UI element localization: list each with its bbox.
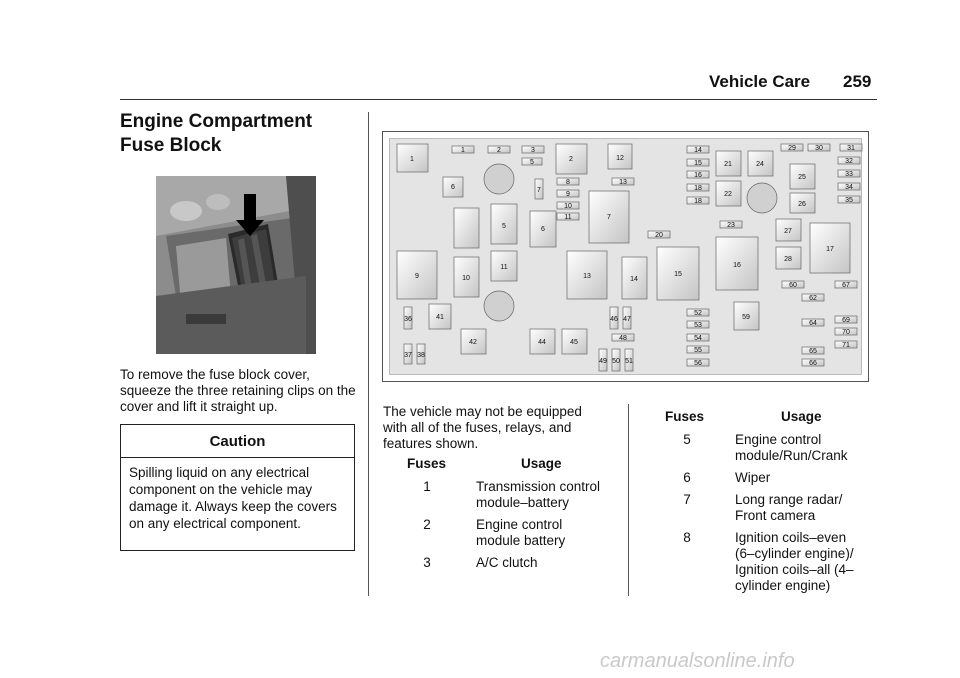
equipment-note: The vehicle may not be equipped with all of the fuses, relays, and features shown. <box>383 404 582 451</box>
table2-header-fuses: Fuses <box>665 409 705 424</box>
fuse-label: 13 <box>619 179 627 186</box>
fuse-label: 56 <box>694 360 702 367</box>
removal-instructions: To remove the fuse block cover, squeeze the three retaining clips on the cover and lift it straight up. <box>120 367 356 414</box>
fuse-block-panel <box>389 138 862 375</box>
fuse-label: 50 <box>612 358 620 365</box>
fuse-label: 17 <box>826 246 834 253</box>
fuse-number: 2 <box>423 517 431 532</box>
table1-header-fuses: Fuses <box>407 456 447 471</box>
watermark-text: carmanualsonline.info <box>600 650 795 672</box>
fuse-label: 7 <box>537 187 541 194</box>
engine-compartment-photo <box>156 176 316 354</box>
page-number: 259 <box>843 72 872 91</box>
fuse-label: 35 <box>845 197 853 204</box>
fuse-label: 64 <box>809 320 817 327</box>
fuse-label: 15 <box>694 160 702 167</box>
fuse-label: 23 <box>727 222 735 229</box>
fuse-label: 46 <box>610 316 618 323</box>
fuse-usage: A/C clutch <box>476 555 538 570</box>
fuse-label: 9 <box>415 273 419 280</box>
column-divider-left <box>368 112 369 596</box>
fuse-label: 54 <box>694 335 702 342</box>
fuse-usage: Wiper <box>735 470 771 485</box>
fuse-label: 30 <box>815 145 823 152</box>
fuse-block-diagram <box>382 131 869 382</box>
fuse-label: 13 <box>583 273 591 280</box>
fuse-label: 42 <box>469 339 477 346</box>
fuse-label: 45 <box>570 339 578 346</box>
caution-text: Spilling liquid on any electrical component on the vehicle may damage it. Always keep the covers on any electrical component. <box>129 465 337 531</box>
table1-header-usage: Usage <box>521 456 562 471</box>
fuse-label: 36 <box>404 316 412 323</box>
fuse-label: 24 <box>756 161 764 168</box>
fuse-number: 6 <box>683 470 691 485</box>
fuse-label: 67 <box>842 282 850 289</box>
fuse-label: 18 <box>694 198 702 205</box>
fuse-label: 5 <box>502 223 506 230</box>
fuse-label: 32 <box>845 158 853 165</box>
fuse-label: 38 <box>417 352 425 359</box>
fuse-usage: Engine control module/Run/Crank <box>735 432 848 463</box>
fuse-label: 60 <box>789 282 797 289</box>
fuse-label: 51 <box>625 358 633 365</box>
fuse-label: 18 <box>694 185 702 192</box>
fuse-usage: Engine control module battery <box>476 517 566 548</box>
fuse-label: 6 <box>541 226 545 233</box>
fuse-label: 55 <box>694 347 702 354</box>
fuse-label: 33 <box>845 171 853 178</box>
fuse-label: 8 <box>566 179 570 186</box>
fuse-label: 15 <box>674 271 682 278</box>
fuse-label: 20 <box>655 232 663 239</box>
fuse-label: 11 <box>500 264 508 271</box>
fuse-label: 47 <box>623 316 631 323</box>
fuse-label: 28 <box>784 256 792 263</box>
fuse-label: 31 <box>847 145 855 152</box>
fuse-label: 1 <box>410 156 414 163</box>
fuse-label: 3 <box>531 147 535 154</box>
fuse-label: 21 <box>724 161 732 168</box>
fuse-usage: Transmission control module–battery <box>476 479 601 510</box>
fuse-label: 69 <box>842 317 850 324</box>
fuse-label: 2 <box>497 147 501 154</box>
fuse-block-svg <box>390 139 863 376</box>
caution-heading: Caution <box>121 425 354 458</box>
fuse-label: 2 <box>569 156 573 163</box>
fuse-label: 53 <box>694 322 702 329</box>
fuse-label: 16 <box>733 262 741 269</box>
caution-box <box>120 424 355 551</box>
fuse-label: 25 <box>798 174 806 181</box>
fuse-label: 16 <box>694 172 702 179</box>
fuse-label: 9 <box>566 191 570 198</box>
fuse-label: 6 <box>451 184 455 191</box>
fuse-label: 14 <box>630 276 638 283</box>
fuse-label: 62 <box>809 295 817 302</box>
fuse-label: 10 <box>564 203 572 210</box>
fuse-label: 12 <box>616 155 624 162</box>
fuse-label: 65 <box>809 348 817 355</box>
fuse-label: 41 <box>436 314 444 321</box>
section-heading: Engine Compartment Fuse Block <box>120 111 313 156</box>
fuse-label: 48 <box>619 335 627 342</box>
fuse-label: 37 <box>404 352 412 359</box>
fuse-label: 14 <box>694 147 702 154</box>
fuse-number: 8 <box>683 530 691 545</box>
header-rule <box>120 99 877 100</box>
fuse-label: 1 <box>461 147 465 154</box>
fuse-label: 27 <box>784 228 792 235</box>
fuse-label: 29 <box>788 145 796 152</box>
fuse-label: 11 <box>564 214 572 221</box>
table2-header-usage: Usage <box>781 409 822 424</box>
fuse-number: 7 <box>683 492 691 507</box>
column-divider-right <box>628 404 629 596</box>
fuse-label: 5 <box>530 159 534 166</box>
fuse-number: 3 <box>423 555 431 570</box>
header-section-title: Vehicle Care <box>709 72 811 91</box>
fuse-label: 7 <box>607 214 611 221</box>
fuse-label: 71 <box>842 342 850 349</box>
fuse-number: 1 <box>423 479 431 494</box>
fuse-label: 10 <box>462 275 470 282</box>
fuse-label: 59 <box>742 314 750 321</box>
fuse-label: 52 <box>694 310 702 317</box>
fuse-usage: Long range radar/ Front camera <box>735 492 843 523</box>
fuse-label: 22 <box>724 191 732 198</box>
fuse-label: 49 <box>599 358 607 365</box>
fuse-label: 34 <box>845 184 853 191</box>
fuse-label: 44 <box>538 339 546 346</box>
fuse-usage: Ignition coils–even (6–cylinder engine)/ Ignition coils–all (4–cylinder engine) <box>735 530 854 593</box>
fuse-number: 5 <box>683 432 691 447</box>
fuse-label: 66 <box>809 360 817 367</box>
fuse-label: 70 <box>842 329 850 336</box>
fuse-label: 26 <box>798 201 806 208</box>
